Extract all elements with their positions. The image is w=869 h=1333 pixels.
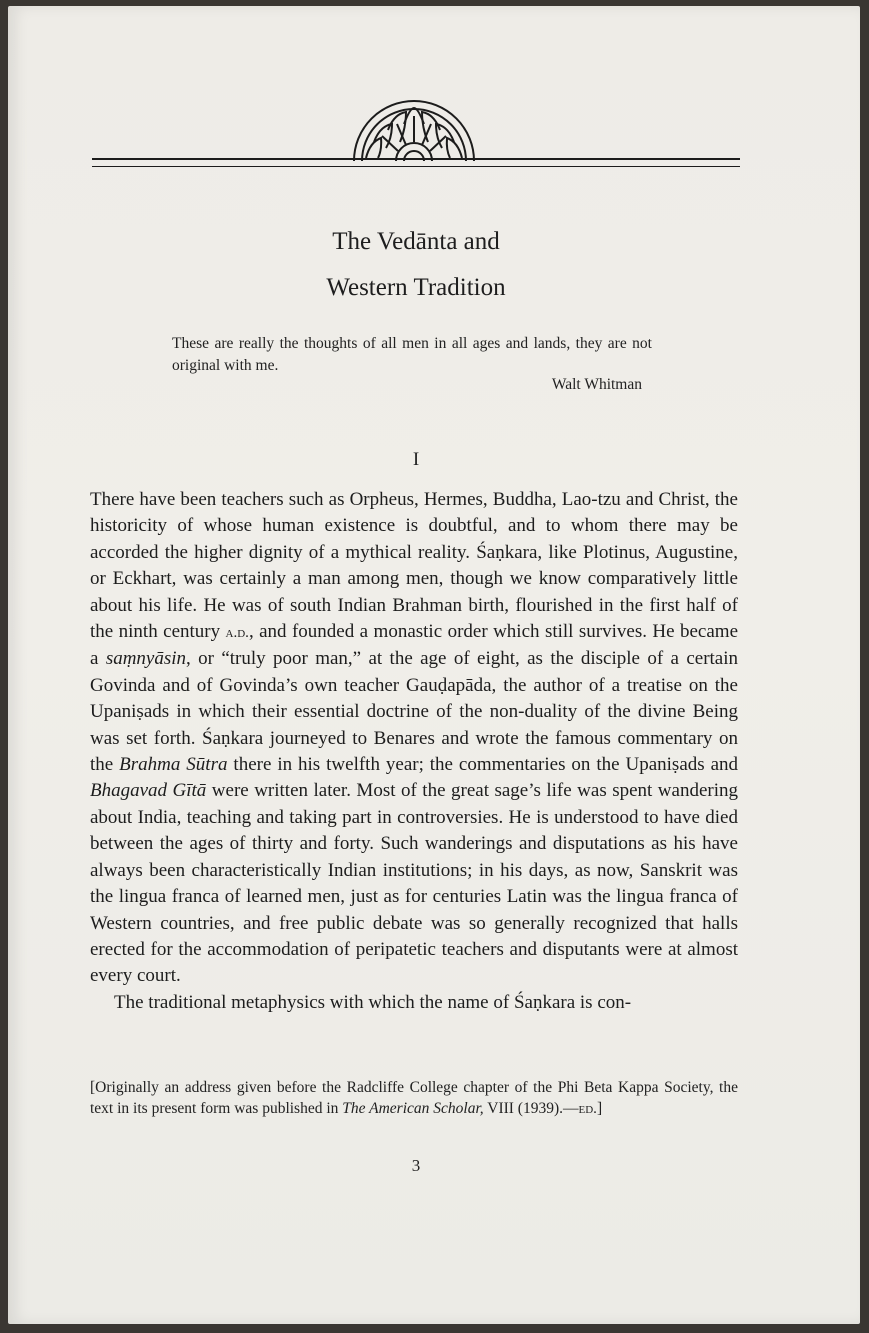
paragraph-1-text-d: there in his twelfth year; the commentaries on the Upaniṣads and xyxy=(233,754,739,776)
paragraph-1-text-b: , and founded a monastic order which still survives. He became a xyxy=(90,621,738,670)
paragraph-1-text-c: , or “truly poor man,” at the age of eight, as the disciple of a certain Govinda and of Govinda’s own teacher Gauḍapāda, the author of a treatise on the Upaniṣads in which their essential doctrine of the non-duality of the divine Being was set forth. Śaṇkara journeyed to Benares and wrote the famous commentary on the xyxy=(90,648,739,776)
footnote-text-a: [Originally an address given before the Radcliffe College chapter of the Phi Beta Kappa Society, the text in its present form was published in xyxy=(90,1079,738,1117)
chapter-title-line-2: Western Tradition xyxy=(326,274,506,301)
epigraph-author: Walt Whitman xyxy=(551,376,642,393)
paragraph-1-text-e: were written later. Most of the great sage’s life was spent wandering about India, teaching and taking part in controversies. He is understood to have died between the ages of thirty and forty. Such wanderings and disputations as his have always been characteristically Indian institutions; in his days, as now, Sanskrit was the lingua franca of learned men, just as for centuries Latin was the lingua franca of Western countries, and free public debate was so generally recognized that halls erected for the accommodation of peripatetic teachers and disputants were at almost every court. xyxy=(90,780,738,987)
page-number: 3 xyxy=(411,1156,421,1175)
epigraph-quote: These are really the thoughts of all men in all ages and lands, they are not original with me. xyxy=(172,335,652,374)
lotus-ornament-icon xyxy=(348,98,480,164)
paragraph-1 xyxy=(90,487,738,990)
footnote-journal-title: The American Scholar, xyxy=(342,1099,484,1117)
header-rule-thick xyxy=(92,158,740,160)
header-rule-thin xyxy=(92,166,740,167)
work-title-bhagavad-gita: Bhagavad Gītā xyxy=(90,780,207,802)
paragraph-2: The traditional metaphysics with which the name of Śaṇkara is con- xyxy=(114,991,632,1013)
book-page xyxy=(8,6,860,1324)
work-title-brahma-sutra: Brahma Sūtra xyxy=(119,754,228,776)
body-text xyxy=(90,487,738,1016)
section-numeral: I xyxy=(412,449,420,470)
chapter-title-line-1: The Vedānta and xyxy=(332,228,500,255)
sanskrit-term: saṃnyāsin xyxy=(105,648,187,670)
footnote-editor-mark: ed. xyxy=(578,1100,597,1117)
footnote xyxy=(90,1078,738,1119)
paragraph-1-text-a: There have been teachers such as Orpheus, Hermes, Buddha, Lao-tzu and Christ, the historicity of whose human existence is doubtful, and to whom there may be accorded the higher dignity of a mythical reality. Śaṇkara, like Plotinus, Augustine, or Eckhart, was certainly a man among men, though we know comparatively little about his life. He was of south Indian Brahman birth, flourished in the first half of the ninth century xyxy=(90,489,738,643)
footnote-text-b: VIII (1939).— xyxy=(487,1099,579,1117)
footnote-text-c: ] xyxy=(596,1099,603,1117)
era-abbreviation: a.d. xyxy=(225,625,249,642)
